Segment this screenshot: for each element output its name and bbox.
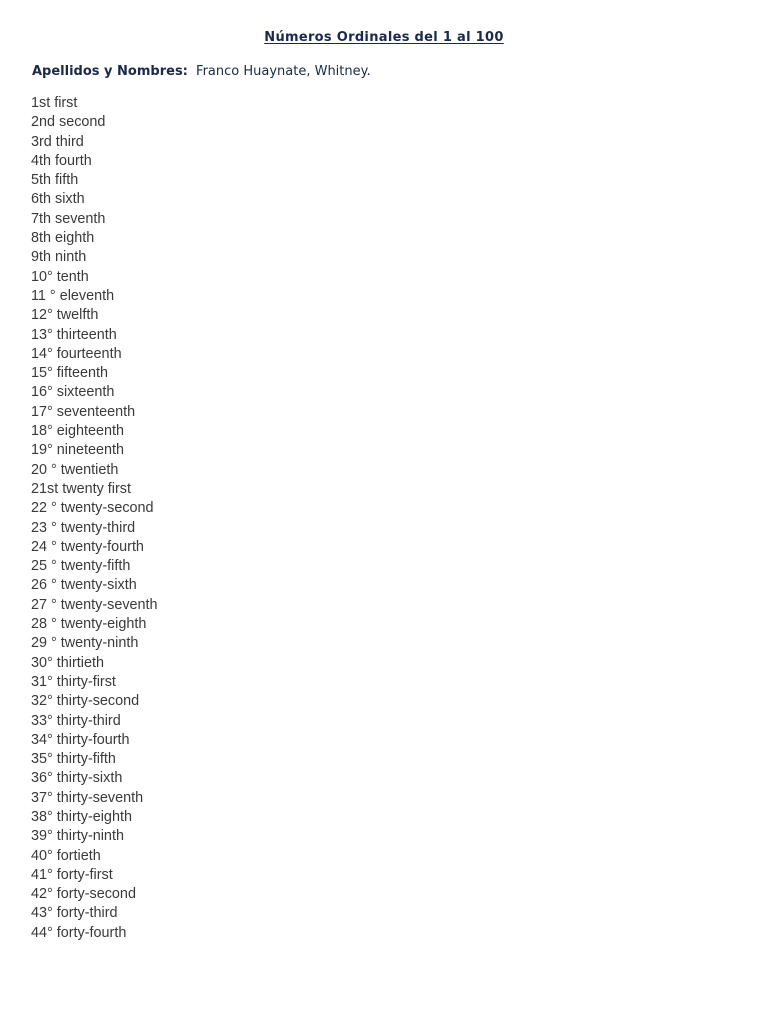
ordinal-list-item: 20 ° twentieth xyxy=(31,461,119,478)
ordinal-list-item: 17° seventeenth xyxy=(31,403,136,420)
student-name-label: Apellidos y Nombres: xyxy=(32,64,188,79)
ordinal-list-item: 43° forty-third xyxy=(31,905,118,922)
ordinal-list-item: 31° thirty-first xyxy=(31,673,116,690)
ordinal-list-item: 37° thirty-seventh xyxy=(31,789,144,806)
ordinal-list-item: 21st twenty first xyxy=(31,480,131,497)
ordinal-list-item: 1st first xyxy=(31,95,78,111)
ordinal-list-item: 7th seventh xyxy=(31,210,106,227)
ordinal-list xyxy=(31,94,158,943)
ordinal-list-item: 44° forty-fourth xyxy=(31,924,127,941)
ordinal-list-item: 19° nineteenth xyxy=(31,442,124,459)
ordinal-list-item: 22 ° twenty-second xyxy=(31,500,154,517)
ordinal-list-item: 24 ° twenty-fourth xyxy=(31,538,144,555)
ordinal-list-item: 16° sixteenth xyxy=(31,384,115,401)
ordinal-list-item: 36° thirty-sixth xyxy=(31,770,123,787)
ordinal-list-item: 35° thirty-fifth xyxy=(31,751,116,768)
ordinal-list-item: 42° forty-second xyxy=(31,886,136,903)
ordinal-list-item: 2nd second xyxy=(31,114,106,131)
ordinal-list-item: 27 ° twenty-seventh xyxy=(31,596,158,613)
ordinal-list-item: 39° thirty-ninth xyxy=(31,828,124,845)
document-title xyxy=(0,30,768,45)
ordinal-list-item: 34° thirty-fourth xyxy=(31,731,130,748)
ordinal-list-item: 10° tenth xyxy=(31,268,89,285)
ordinal-list-item: 14° fourteenth xyxy=(31,345,122,362)
ordinal-list-item: 32° thirty-second xyxy=(31,693,140,710)
ordinal-list-item: 12° twelfth xyxy=(31,307,99,324)
document-title-text: Números Ordinales del 1 al 100 xyxy=(264,30,504,45)
ordinal-list-item: 25 ° twenty-fifth xyxy=(31,558,131,575)
student-name-value: Franco Huaynate, Whitney. xyxy=(196,64,371,79)
ordinal-list-item: 4th fourth xyxy=(31,152,92,169)
ordinal-list-item: 30° thirtieth xyxy=(31,654,104,671)
ordinal-list-item: 33° thirty-third xyxy=(31,712,121,729)
ordinal-list-item: 8th eighth xyxy=(31,230,95,247)
student-name-line xyxy=(32,64,371,79)
ordinal-list-item: 11 ° eleventh xyxy=(31,287,115,304)
ordinal-list-item: 15° fifteenth xyxy=(31,365,108,382)
ordinal-list-item: 40° fortieth xyxy=(31,847,101,864)
ordinal-list-item: 38° thirty-eighth xyxy=(31,808,132,825)
ordinal-list-item: 9th ninth xyxy=(31,249,87,266)
ordinal-list-item: 13° thirteenth xyxy=(31,326,117,343)
ordinal-list-item: 3rd third xyxy=(31,133,84,150)
ordinal-list-item: 41° forty-first xyxy=(31,866,113,883)
ordinal-list-item: 29 ° twenty-ninth xyxy=(31,635,139,652)
ordinal-list-item: 6th sixth xyxy=(31,191,85,208)
ordinal-list-item: 18° eighteenth xyxy=(31,423,124,440)
ordinal-list-item: 23 ° twenty-third xyxy=(31,519,136,536)
ordinal-list-item: 28 ° twenty-eighth xyxy=(31,616,147,633)
ordinal-list-item: 26 ° twenty-sixth xyxy=(31,577,137,594)
ordinal-list-item: 5th fifth xyxy=(31,172,79,189)
